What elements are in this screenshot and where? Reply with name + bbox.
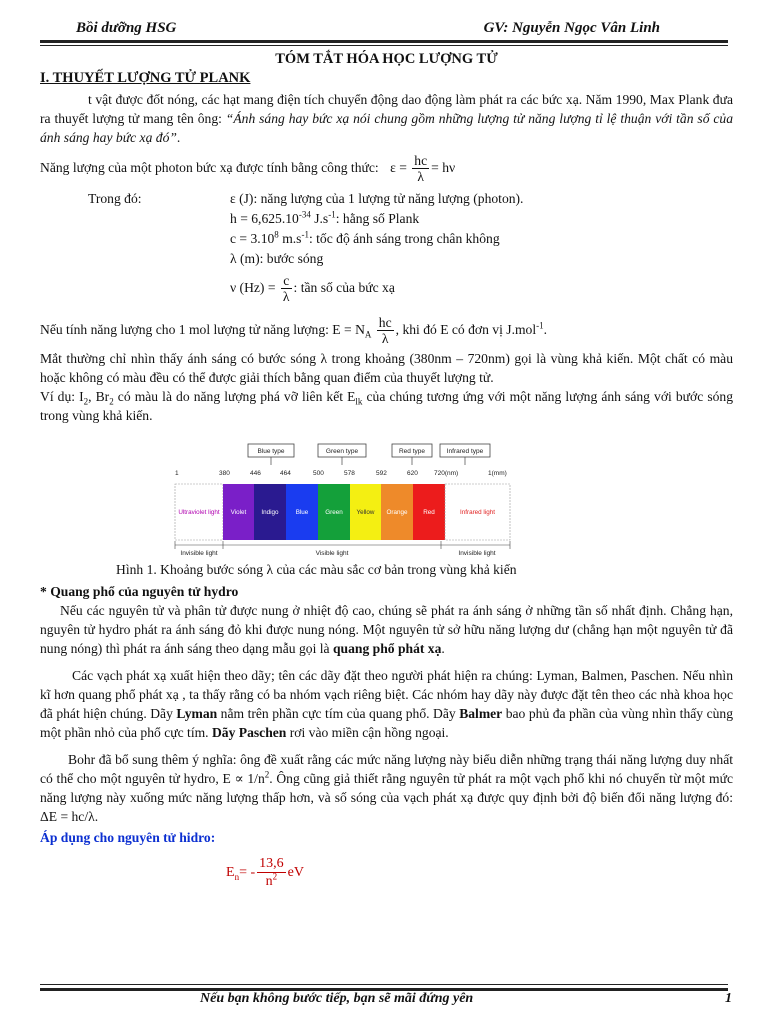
tick-1mm: 1(mm)	[488, 470, 507, 477]
band-label: Ultraviolet light	[178, 509, 220, 516]
band-label: Infrared light	[459, 509, 496, 516]
hydro-heading: * Quang phổ của nguyên tử hydro	[40, 584, 239, 599]
band-label: Red	[423, 509, 435, 516]
figure-caption: Hình 1. Khoảng bước sóng λ của các màu sắc cơ bản trong vùng khả kiến	[116, 562, 517, 577]
tick-380: 380	[219, 470, 230, 477]
header-right: GV: Nguyễn Ngọc Vân Linh	[483, 20, 660, 36]
band-label: Green	[325, 509, 343, 516]
spectrum-figure	[170, 441, 515, 559]
label-invisible-right: Invisible light	[458, 550, 496, 557]
hydro-paragraph-3: Bohr đã bổ sung thêm ý nghĩa: ông đề xuất rằng các mức năng lượng này biểu diễn những trạng thái năng lượng duy nhất có thể cho một nguyên tử hydro, $E \propto 1/n^2$. Ông cũng giả thiết rằng nguyên tử phát ra một vạch phổ khi nó chuyển từ một mức năng lượng này xuống mức năng lượng thấp hơn, và số sóng của vạch phát xạ được quy định bởi độ biến đổi năng lượng đó: ΔE = hc/λ.	[40, 752, 733, 824]
apply-heading: Áp dụng cho nguyên tử hidro:	[40, 830, 216, 845]
label-red-type: Red type	[398, 448, 426, 455]
hydro-paragraph-1: Nếu các nguyên tử và phân tử được nung ở nhiệt độ cao, chúng sẽ phát ra ánh sáng ở những tần số nhất định. Chẳng hạn, nguyên tử hydro phát ra ánh sáng đỏ khi được nung nóng. Một nguyên tử sở hữu năng lượng dư (chẳng hạn một nguyên tử đã nung nóng) thì phát ra ánh sáng theo dạng mẫu gọi là quang phổ phát xạ.	[40, 603, 733, 656]
tick-446: 446	[250, 470, 261, 477]
band-label: Indigo	[261, 509, 279, 516]
def-lambda: λ (m): bước sóng	[230, 251, 324, 266]
def-nu: ν (Hz) = $\frac{c}{\lambda}$ : tần số của bức xạ	[230, 273, 395, 305]
band-label: Violet	[230, 509, 247, 516]
visible-range-paragraph: Mắt thường chỉ nhìn thấy ánh sáng có bước sóng λ trong khoảng (380nm – 720nm) gọi là vùng khả kiến. Một chất có màu hoặc không có màu đều có thể được giải thích bằng quan điểm của thuyết lượng tử.	[40, 351, 733, 385]
fraction: $\frac{hc}{\lambda}$	[378, 315, 392, 347]
definitions	[40, 189, 733, 307]
tick-720: 720(nm)	[434, 470, 459, 477]
where-label: Trong đó:	[88, 191, 142, 206]
label-green-type: Green type	[325, 448, 359, 455]
band-label: Orange	[386, 509, 408, 516]
photon-formula: Năng lượng của một photon bức xạ được tính bằng công thức: ε = $\frac{hc}{\lambda}$ = hν	[40, 153, 456, 185]
footer-rule-thin	[40, 984, 728, 985]
def-c: $c = 3.10^8$ $m.s^{-1}$: tốc độ ánh sáng trong chân không	[230, 229, 500, 246]
footer-quote: Nếu bạn không bước tiếp, bạn sẽ mãi đứng yên	[200, 991, 474, 1006]
spectrum-bands	[175, 484, 510, 540]
tick-464: 464	[280, 470, 291, 477]
band-label: Blue	[295, 509, 309, 516]
label-invisible-left: Invisible light	[180, 550, 218, 557]
fraction: $\frac{c}{\lambda}$	[282, 273, 290, 305]
fraction: $\frac{13,6}{n^2}$	[259, 856, 284, 890]
tick-578: 578	[344, 470, 355, 477]
plank-quote: “Ánh sáng hay bức xạ nói chung gồm những lượng tử năng lượng tỉ lệ thuận với tần số của ánh sáng hay bức xạ đó”	[40, 111, 734, 145]
def-epsilon: ε (J): năng lượng của 1 lượng tử năng lượng (photon).	[230, 191, 524, 206]
page-title: TÓM TẮT HÓA HỌC LƯỢNG TỬ	[275, 51, 498, 67]
label-visible: Visible light	[315, 550, 349, 557]
tick-500: 500	[313, 470, 324, 477]
header-rule-thick	[40, 40, 728, 43]
label-infrared-type: Infrared type	[446, 448, 484, 455]
mol-formula: Nếu tính năng lượng cho 1 mol lượng tử năng lượng: $E = N_A$ $\frac{hc}{\lambda}$ , khi đó E có đơn vị J.mol$^{-1}$.	[40, 315, 548, 347]
page-number: 1	[725, 991, 732, 1006]
energy-formula: $E_n=$ - $\frac{13,6}{n^2}$ eV	[226, 856, 304, 890]
hydrogen-section	[40, 582, 733, 893]
tick-1: 1	[175, 470, 179, 477]
example-paragraph: Ví dụ: $I_2$, $Br_2$ có màu là do năng lượng phá vỡ liên kết $E_{lk}$ của chúng tương ứng với một năng lượng ánh sáng với bước sóng trong vùng khả kiến.	[40, 389, 733, 423]
fraction: $\frac{hc}{\lambda}$	[414, 153, 428, 185]
header-left: Bồi dưỡng HSG	[76, 20, 177, 36]
header-rule-thin	[40, 45, 728, 46]
section-heading: I. THUYẾT LƯỢNG TỬ PLANK	[40, 70, 251, 86]
band-label: Yellow	[356, 509, 375, 516]
intro-paragraph: t vật được đốt nóng, các hạt mang điện tích chuyển động dao động làm phát ra các bức xạ. Năm 1990, Max Plank đưa ra thuyết lượng tử mang tên ông: “Ánh sáng hay bức xạ nói chung gồm những lượng tử năng lượng tỉ lệ thuận với tần số của ánh sáng hay bức xạ đó”.	[40, 92, 734, 145]
spectrum-diagram	[170, 441, 515, 559]
label-blue-type: Blue type	[257, 448, 285, 455]
hydro-paragraph-2: Các vạch phát xạ xuất hiện theo dãy; tên các dãy đặt theo người phát hiện ra chúng: Lyman, Balmen, Paschen. Nếu nhìn kĩ hơn quang phổ phát xạ , ta thấy rằng có ba nhóm vạch riêng biệt. Các nhóm hay dãy này được đặt tên theo các nhà khoa học đã phát hiện chúng. Dãy Lyman nằm trên phần cực tím của quang phổ. Dãy Balmer bao phủ đa phần của vùng nhìn thấy cùng một phần nhỏ của phổ cực tím. Dãy Paschen rơi vào miền cận hồng ngoại.	[40, 668, 734, 740]
document-body	[40, 50, 733, 425]
tick-620: 620	[407, 470, 418, 477]
def-h: $h = 6,625.10^{-34}$ $J.s^{-1}$: hằng số Plank	[230, 209, 420, 226]
tick-592: 592	[376, 470, 387, 477]
